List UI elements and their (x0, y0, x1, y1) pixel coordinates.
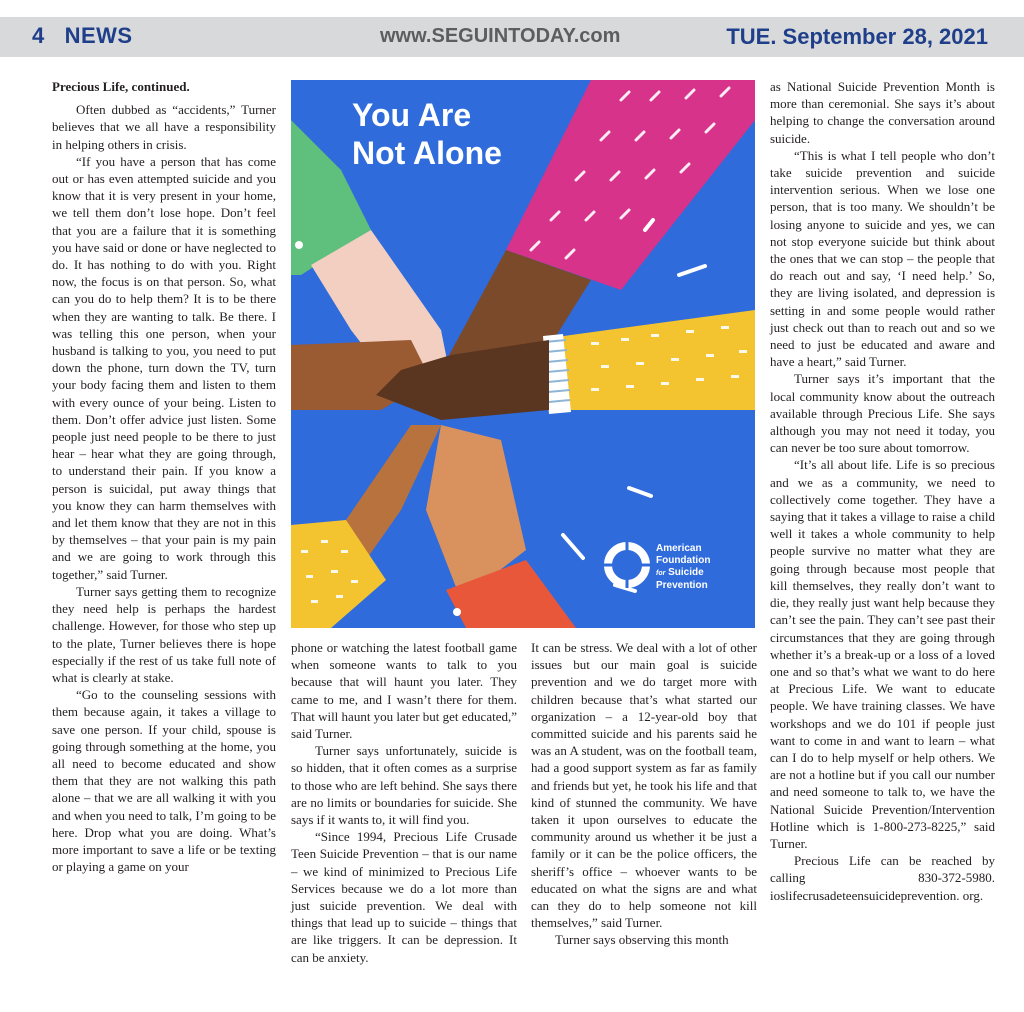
page-header (0, 17, 1024, 57)
issue-date: TUE. September 28, 2021 (726, 24, 988, 49)
article-column-2 (291, 639, 517, 966)
section-name: NEWS (64, 23, 133, 48)
paragraph: “Since 1994, Precious Life Crusade Teen Suicide Prevention – that is our name – we kind of minimized to Precious Life Services because we do a lot more than just suicide prevention. We deal with things that lead up to suicide – things that are like triggers. It can be depression. It can be anxiety. (291, 829, 517, 965)
title-line-1: You Are (352, 97, 472, 133)
paragraph: Turner says unfortunately, suicide is so hidden, that it often comes as a surprise to those who are left behind. She says there are no limits or boundaries for suicide. She says if it wants to, it will find you. (291, 743, 517, 828)
illustration-title (352, 96, 502, 172)
site-url[interactable]: www.SEGUINTODAY.com (380, 25, 621, 47)
title-line-2: Not Alone (352, 135, 502, 171)
paragraph: “It’s all about life. Life is so precious and we as a community, we need to collectively come together. They have a saying that it takes a village to raise a child well it takes a whole community to help people survive no matter what they are going through because most people that kill themselves, they really don’t want to die, they really just want help because they can’t see the pain. They can’t see past their circumstances that they are going through whether it’s a break-up or a loss of a loved one and so that’s what we want to do here at Precious Life. We want to educate people. We have training classes. We have workshops and we do 101 if people just want to come in and want to learn – what can I do to help myself or help others. We are not a hotline but if you call our number and need someone to talk to, we have the National Suicide Prevention/Intervention Hotline which is 1-800-273-8225,” said Turner. (770, 457, 995, 851)
page-number: 4 (32, 23, 45, 48)
article-column-4 (770, 78, 995, 904)
article-column-3 (531, 639, 757, 949)
paragraph: Precious Life can be reached by calling 830-372-5980. ioslifecrusadeteensuicideprevention. org. (770, 853, 995, 903)
article-column-1 (52, 78, 276, 875)
paragraph: Often dubbed as “accidents,” Turner believes that we all have a responsibility in helping others in crisis. (52, 102, 276, 152)
page-section (32, 23, 133, 49)
paragraph: It can be stress. We deal with a lot of other issues but our main goal is suicide prevention and we do target more with children because that’s what started our organization – a 12-year-old boy that committed suicide and his parents said he was an A student, was on the football team, had a good support system as far as family and friends but yet, he took his life and that kind of stunned the community. We have taken it upon ourselves to educate the community around us whether it be just a family or it can be the police officers, the sheriff’s office – whoever wants to be educated on what the signs are and what can they do to help someone not kill themselves,” said Turner. (531, 640, 758, 931)
paragraph: “If you have a person that has come out or has even attempted suicide and you know that it is very present in your home, we tell them don’t lose hope. Don’t feel that you are a failure that it is something you have said or done or have neglected to do. It has nothing to do with you. Right now, the focus is on that person. So, what can you do to help them? It is to be there when they are wanting to talk. Be there. I was telling this one person, when your husband is talking to you, you need to put down the phone, turn down the TV, turn your body facing them and listen to them with every ounce of your being. Listen to them. Don’t offer advice just listen. Some people just need people to be there to just hear – hear what they are going through, to understand their pain. If you know a person is suicidal, put away things that you know they can harm themselves with and let them know that they are not in this by themselves – that your pain is my pain and we are going to work through this together,” said Turner. (52, 153, 276, 582)
illustration-you-are-not-alone (291, 80, 755, 628)
paragraph: “Go to the counseling sessions with them because again, it takes a village to save one person. If your child, spouse is going through something at the home, you all need to become educated and show them that they are not walking this path alone – that we are all walking it with you and when you need to talk, I’m going to be here. Drop what you are doing. What’s more important to save a life or be texting or playing a game on your (52, 687, 276, 875)
paragraph: Turner says getting them to recognize they need help is perhaps the hardest challenge. However, for those who step up to the plate, Turner believes there is hope especially if the rest of us take full note of what is clearly at stake. (52, 583, 276, 685)
paragraph: “This is what I tell people who don’t take suicide prevention and suicide intervention serious. When we lose one person, that is too many. We shouldn’t be losing anyone to suicide and yes, we can not stop everyone suicide but think about the ones that we can stop – the people that do reach out and say, ‘I need help.’ So, they are living isolated, and depression is setting in and some people would rather just check out than to reach out and so we need to just be educated and aware and have a heart,” said Turner. (770, 147, 995, 370)
article-kicker: Precious Life, continued. (52, 79, 190, 94)
paragraph: as National Suicide Prevention Month is more than ceremonial. She says it’s about helping to change the conversation around suicide. (770, 79, 995, 146)
paragraph: phone or watching the latest football game when someone wants to talk to you because that will haunt you later. They came to me, and I wasn’t there for them. That will haunt you later but get educated,” said Turner. (291, 640, 517, 742)
paragraph: Turner says observing this month (555, 932, 729, 948)
afsp-wordmark: American Foundation for Suicide Prevention (656, 543, 711, 591)
paragraph: Turner says it’s important that the local community know about the outreach available through Precious Life. She says although you may not need it today, you can never be too sure about tomorrow. (770, 371, 995, 456)
